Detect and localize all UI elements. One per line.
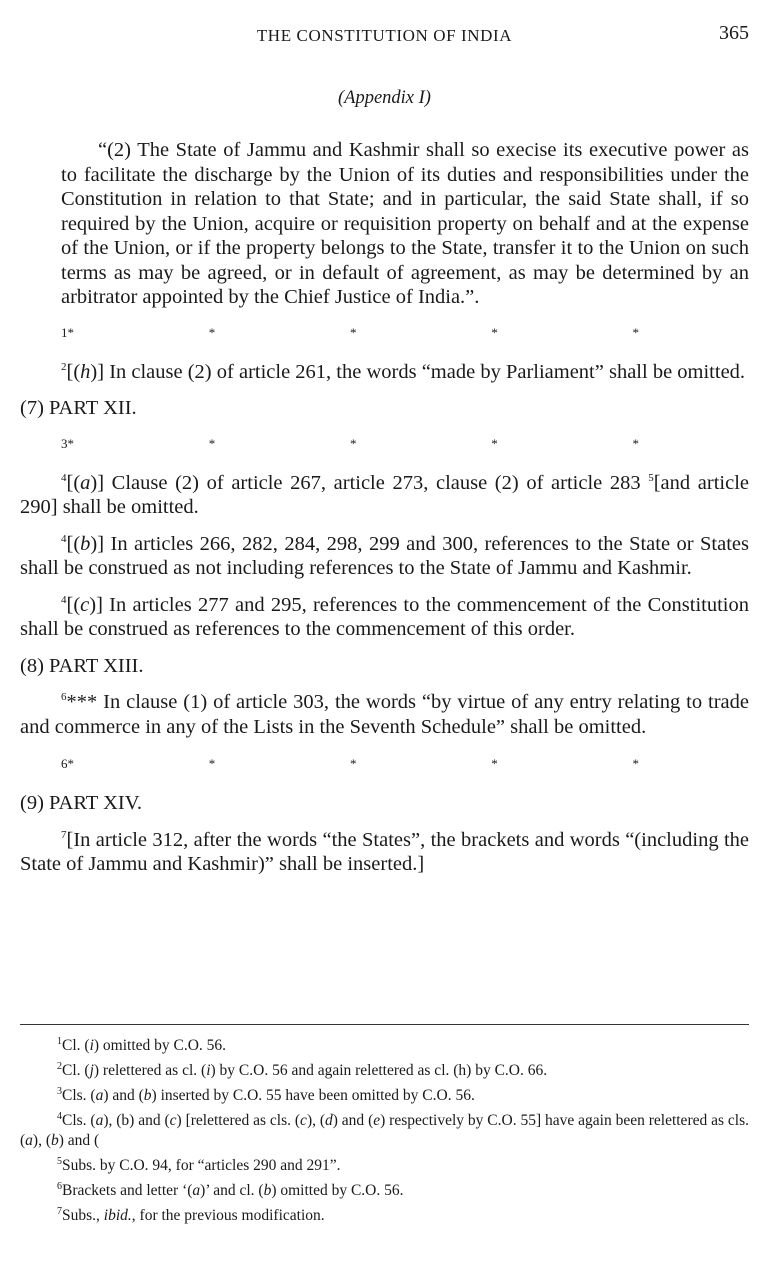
clause-article-312: $^7$[In article 312, after the words “the States”, the brackets and words “(including the State of Jammu and Kashmir)” shall be inserted.]	[20, 828, 749, 875]
clause-h: $^2$[(h)] In clause (2) of article 261, the words “made by Parliament” shall be omitted.	[61, 360, 746, 383]
page-number: 365	[719, 22, 749, 44]
footnote-divider	[20, 1024, 749, 1025]
footnote-7: $^7$Subs., ibid., for the previous modification.	[57, 1205, 325, 1224]
running-header	[20, 22, 749, 56]
footnote-6: $^6$Brackets and letter ‘(a)’ and cl. (b) omitted by C.O. 56.	[57, 1180, 404, 1199]
appendix-label: (Appendix I)	[338, 88, 431, 108]
omission-stars-1: 1* * * * *	[61, 324, 639, 340]
quoted-clause: “(2) The State of Jammu and Kashmir shall so execise its executive power as to facilitate the discharge by the Union of its duties and responsibilities under the Constitution in relation to that State; and in particular, the said State shall, if so required by the Union, acquire or requisition property on behalf and at the expense of the Union, or if the property belongs to the State, transfer it to the Union on such terms as may be agreed, or in default of agreement, as may be determined by an arbitrator appointed by the Chief Justice of India.”.	[61, 139, 749, 308]
footnote-2: $^2$Cl. (j) relettered as cl. (i) by C.O. 56 and again relettered as cl. (h) by C.O. 66.	[57, 1060, 548, 1079]
part-xii-heading: (7) PART XII.	[20, 397, 137, 419]
part-xiv-heading: (9) PART XIV.	[20, 792, 142, 814]
omission-stars-3: 3* * * * *	[61, 435, 639, 451]
header-title: THE CONSTITUTION OF INDIA	[256, 26, 513, 45]
footnote-4: $^4$Cls. (a), (b) and (c) [relettered as cls. (c), (d) and (e) respectively by C.O. 55] have again been relettered as cls. (a), (b) and (	[20, 1110, 749, 1149]
footnote-3: $^3$Cls. (a) and (b) inserted by C.O. 55 have been omitted by C.O. 56.	[57, 1085, 475, 1104]
clause-article-303: $^6$*** In clause (1) of article 303, the words “by virtue of any entry relating to trade and commerce in any of the Lists in the Seventh Schedule” shall be omitted.	[20, 691, 749, 738]
footnote-1: $^1$Cl. (i) omitted by C.O. 56.	[57, 1035, 227, 1054]
document-body	[20, 138, 749, 877]
footnotes	[20, 1036, 749, 1231]
clause-a: $^4$[(a)] Clause (2) of article 267, article 273, clause (2) of article 283 $^5$[and article 290] shall be omitted.	[20, 471, 749, 518]
clause-b: $^4$[(b)] In articles 266, 282, 284, 298, 299 and 300, references to the State or States shall be construed as not including references to the State of Jammu and Kashmir.	[20, 532, 749, 579]
omission-stars-6: 6* * * * *	[61, 756, 639, 771]
clause-c: $^4$[(c)] In articles 277 and 295, references to the commencement of the Constitution shall be construed as references to the commencement of this order.	[20, 593, 749, 640]
footnote-5: $^5$Subs. by C.O. 94, for “articles 290 and 291”.	[57, 1155, 341, 1174]
part-xiii-heading: (8) PART XIII.	[20, 654, 144, 677]
document-page	[20, 0, 749, 1267]
